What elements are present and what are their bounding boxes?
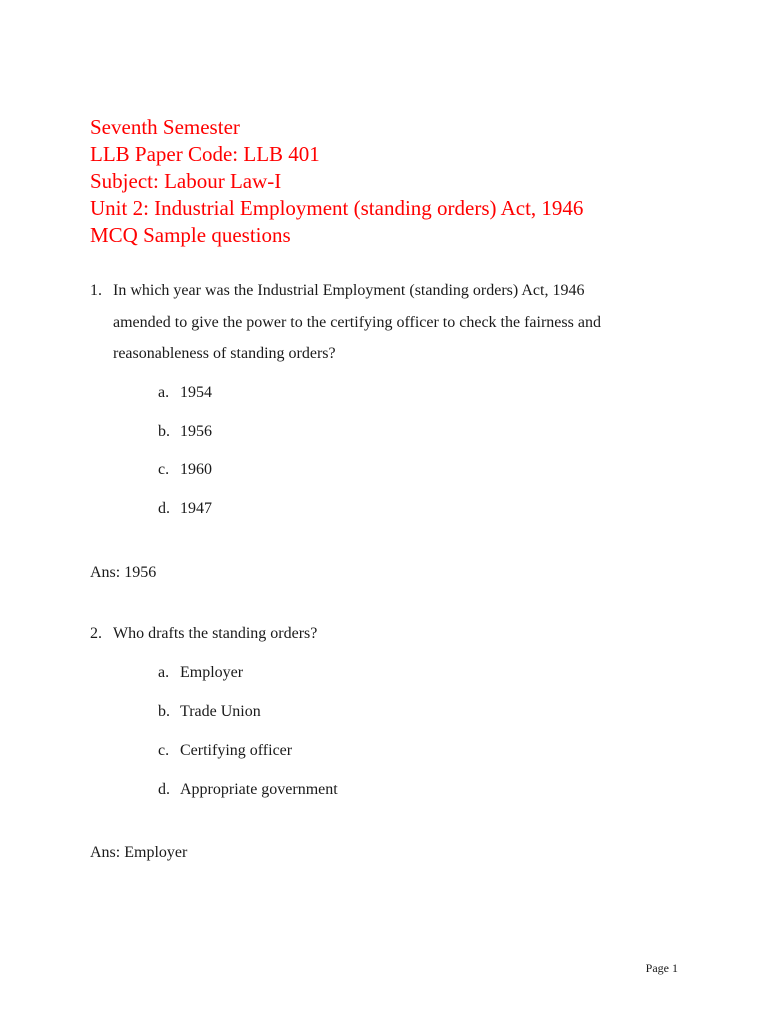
option-letter: a.	[158, 384, 170, 401]
question-text-line: reasonableness of standing orders?	[113, 345, 336, 362]
question-number: 2.	[90, 625, 102, 642]
option-text: 1954	[180, 384, 212, 401]
option-c	[158, 742, 292, 760]
option-text: 1947	[180, 500, 212, 517]
unit-title: Unit 2: Industrial Employment (standing orders) Act, 1946	[90, 196, 584, 220]
option-letter: b.	[158, 423, 170, 440]
semester-title: Seventh Semester	[90, 115, 240, 139]
option-a	[158, 664, 243, 682]
subject-title: Subject: Labour Law-I	[90, 169, 282, 193]
page-number: Page 1	[645, 961, 678, 975]
paper-code: LLB Paper Code: LLB 401	[90, 142, 320, 166]
option-b	[158, 703, 261, 721]
option-text: 1960	[180, 461, 212, 478]
mcq-heading: MCQ Sample questions	[90, 223, 291, 247]
option-b	[158, 423, 212, 441]
option-text: Trade Union	[180, 703, 261, 720]
option-letter: a.	[158, 664, 170, 681]
option-text: Employer	[180, 664, 244, 681]
option-text: 1956	[180, 423, 212, 440]
question-text-line: amended to give the power to the certifying officer to check the fairness and	[113, 314, 601, 331]
document-header	[90, 114, 583, 249]
option-letter: d.	[158, 500, 170, 517]
question-text-line: In which year was the Industrial Employment (standing orders) Act, 1946	[113, 282, 585, 299]
option-letter: c.	[158, 742, 170, 759]
question-number: 1.	[90, 282, 102, 299]
answer: Ans: Employer	[90, 844, 188, 861]
answer: Ans: 1956	[90, 564, 157, 581]
option-text: Appropriate government	[180, 781, 338, 798]
option-letter: d.	[158, 781, 170, 798]
option-d	[158, 500, 212, 518]
option-letter: c.	[158, 461, 170, 478]
option-d	[158, 781, 338, 799]
option-text: Certifying officer	[180, 742, 293, 759]
question-text-line: Who drafts the standing orders?	[113, 625, 318, 642]
option-a	[158, 384, 212, 402]
option-c	[158, 461, 212, 479]
option-letter: b.	[158, 703, 170, 720]
